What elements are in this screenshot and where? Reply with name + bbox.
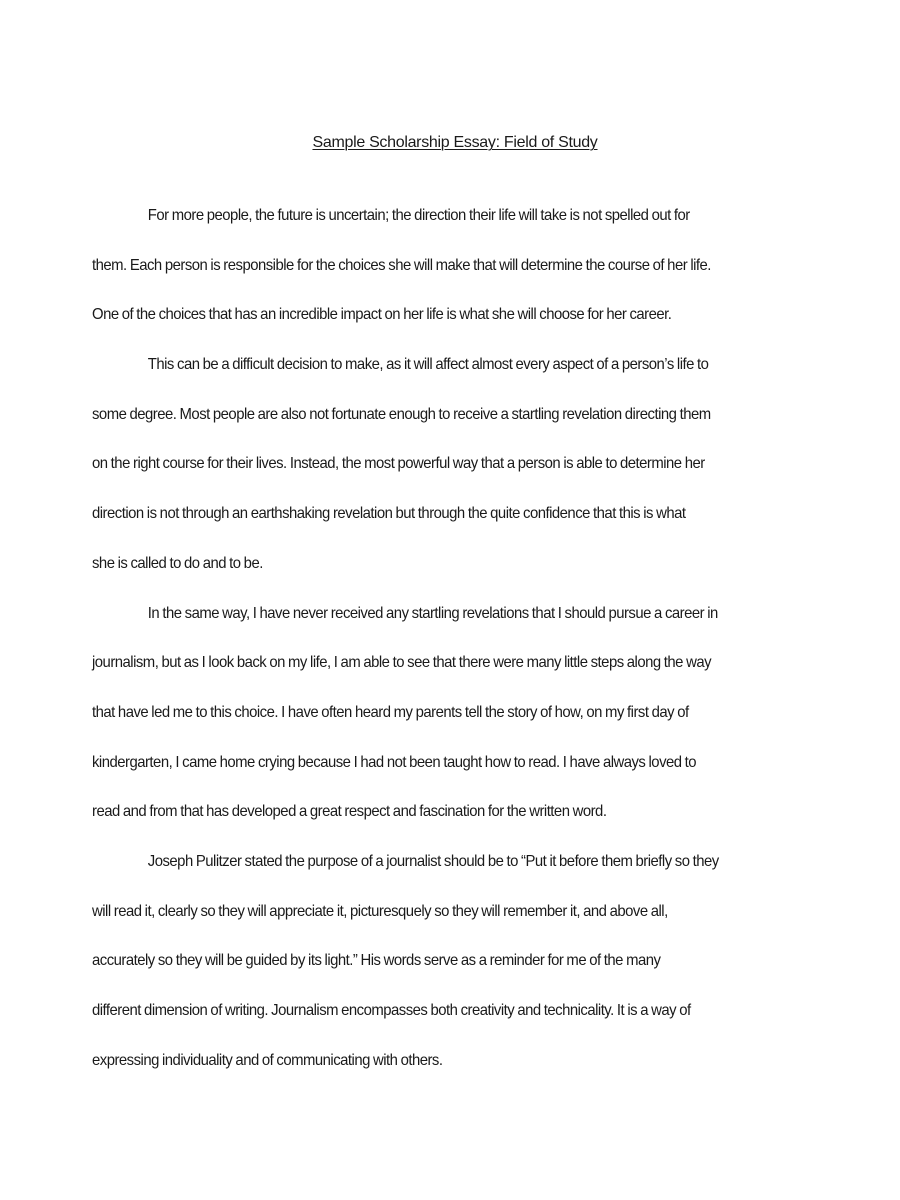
paragraph-4-line-3: accurately so they will be guided by its light.” His words serve as a reminder for me of the many xyxy=(92,952,661,970)
paragraph-2-line-2: some degree. Most people are also not fortunate enough to receive a startling revelation directing them xyxy=(92,405,711,423)
paragraph-3-line-1: In the same way, I have never received any startling revelations that I should pursue a career in xyxy=(147,604,718,622)
paragraph-2-line-3: on the right course for their lives. Instead, the most powerful way that a person is able to determine her xyxy=(92,455,705,473)
essay-title xyxy=(0,133,900,153)
paragraph-3-line-4: kindergarten, I came home crying because I had not been taught how to read. I have always loved to xyxy=(92,753,697,771)
paragraph-4-line-1: Joseph Pulitzer stated the purpose of a journalist should be to “Put it before them briefly so they xyxy=(147,852,719,870)
paragraph-2-line-1: This can be a difficult decision to make, as it will affect almost every aspect of a person’s life to xyxy=(147,356,709,374)
paragraph-2-line-4: direction is not through an earthshaking revelation but through the quite confidence that this is what xyxy=(92,505,686,523)
paragraph-4-line-2: will read it, clearly so they will appreciate it, picturesquely so they will remember it, and above all, xyxy=(92,902,668,920)
paragraph-1-line-3: One of the choices that has an incredible impact on her life is what she will choose for her career. xyxy=(92,306,672,324)
paragraph-4-line-5: expressing individuality and of communicating with others. xyxy=(92,1051,443,1069)
paragraph-3-line-3: that have led me to this choice. I have often heard my parents tell the story of how, on my first day of xyxy=(92,703,689,721)
essay-body xyxy=(92,206,832,1100)
paragraph-3-line-5: read and from that has developed a great respect and fascination for the written word. xyxy=(92,803,607,821)
essay-title-text: Sample Scholarship Essay: Field of Study xyxy=(312,134,598,151)
paragraph-4-line-4: different dimension of writing. Journalism encompasses both creativity and technicality. It is a way of xyxy=(92,1002,691,1019)
paragraph-3-line-2: journalism, but as I look back on my life, I am able to see that there were many little steps along the way xyxy=(92,654,712,672)
paragraph-1-line-1: For more people, the future is uncertain; the direction their life will take is not spelled out for xyxy=(147,207,690,224)
paragraph-2-line-5: she is called to do and to be. xyxy=(92,554,263,572)
paragraph-1-line-2: them. Each person is responsible for the choices she will make that will determine the course of her life. xyxy=(92,256,711,274)
